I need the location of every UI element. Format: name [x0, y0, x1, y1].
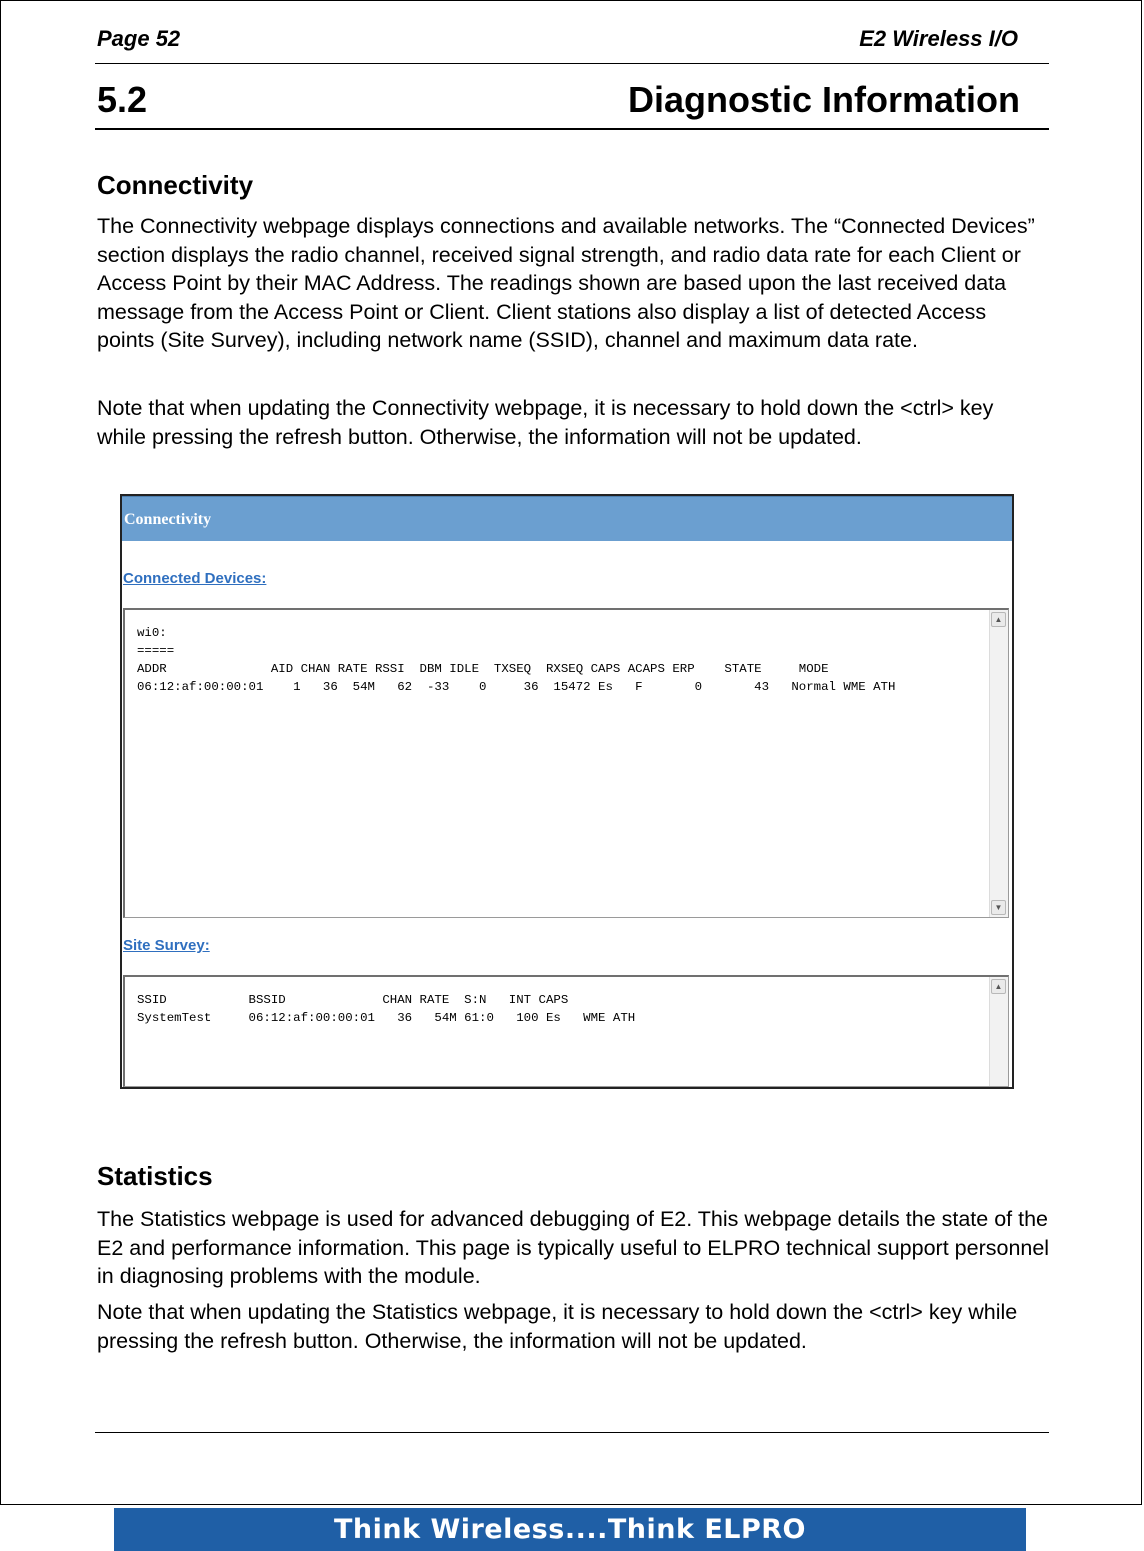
statistics-heading: Statistics — [97, 1161, 213, 1191]
footer-divider — [95, 1432, 1049, 1433]
site-survey-link[interactable]: Site Survey: — [123, 937, 210, 954]
page-number: Page 52 — [97, 26, 181, 51]
footer-banner — [114, 1508, 1026, 1551]
statistics-paragraph-1: The Statistics webpage is used for advanced debugging of E2. This webpage details the state of the E2 and performance information. This page is typically useful to ELPRO technical support personnel in diagnosing problems with the module. — [97, 1207, 1050, 1288]
scroll-down-icon[interactable]: ▼ — [991, 900, 1006, 915]
manual-title: E2 Wireless I/O — [859, 26, 1018, 51]
screenshot-title: Connectivity — [124, 511, 212, 528]
connected-devices-link[interactable]: Connected Devices: — [123, 570, 267, 587]
footer-slogan: Think Wireless....Think ELPRO — [333, 1514, 807, 1545]
section-divider — [95, 128, 1049, 130]
section-number: 5.2 — [97, 79, 148, 120]
header-divider — [95, 63, 1049, 64]
scroll-up-icon[interactable]: ▲ — [991, 612, 1006, 627]
section-title: Diagnostic Information — [627, 79, 1020, 120]
connectivity-paragraph-1: The Connectivity webpage displays connections and available networks. The “Connected Devices” section displays the radio channel, received signal strength, and radio data rate for each Client or Access Point by their MAC Address. The readings shown are based upon the last received data message from the Access Point or Client. Client stations also display a list of detected Access points (Site Survey), including network name (SSID), channel and maximum data rate. — [97, 214, 1035, 352]
screenshot-titlebar — [122, 496, 1012, 541]
site-survey-textarea[interactable] — [123, 975, 1009, 1087]
connectivity-paragraph-2: Note that when updating the Connectivity webpage, it is necessary to hold down the <ctrl> key while pressing the refresh button. Otherwise, the information will not be updated. — [97, 396, 994, 449]
scroll-up-icon[interactable]: ▲ — [991, 979, 1006, 994]
connected-devices-scrollbar[interactable] — [989, 610, 1008, 917]
site-survey-content: SSID BSSID CHAN RATE S:N INT CAPS SystemTest 06:12:af:00:00:01 36 54M 61:0 100 Es WME ATH — [137, 993, 636, 1025]
statistics-paragraph-2: Note that when updating the Statistics webpage, it is necessary to hold down the <ctrl> key while pressing the refresh button. Otherwise, the information will not be updated. — [97, 1300, 1018, 1353]
connectivity-heading: Connectivity — [97, 170, 254, 200]
site-survey-scrollbar[interactable] — [989, 977, 1008, 1086]
connected-devices-textarea[interactable] — [123, 608, 1009, 918]
connected-devices-content: wi0: ===== ADDR AID CHAN RATE RSSI DBM IDLE TXSEQ RXSEQ CAPS ACAPS ERP STATE MODE 06:12:af:00:00:01 1 36 54M 62 -33 0 36 15472 Es F 0 43 Normal WME ATH — [137, 626, 896, 694]
connectivity-screenshot — [120, 494, 1014, 1089]
